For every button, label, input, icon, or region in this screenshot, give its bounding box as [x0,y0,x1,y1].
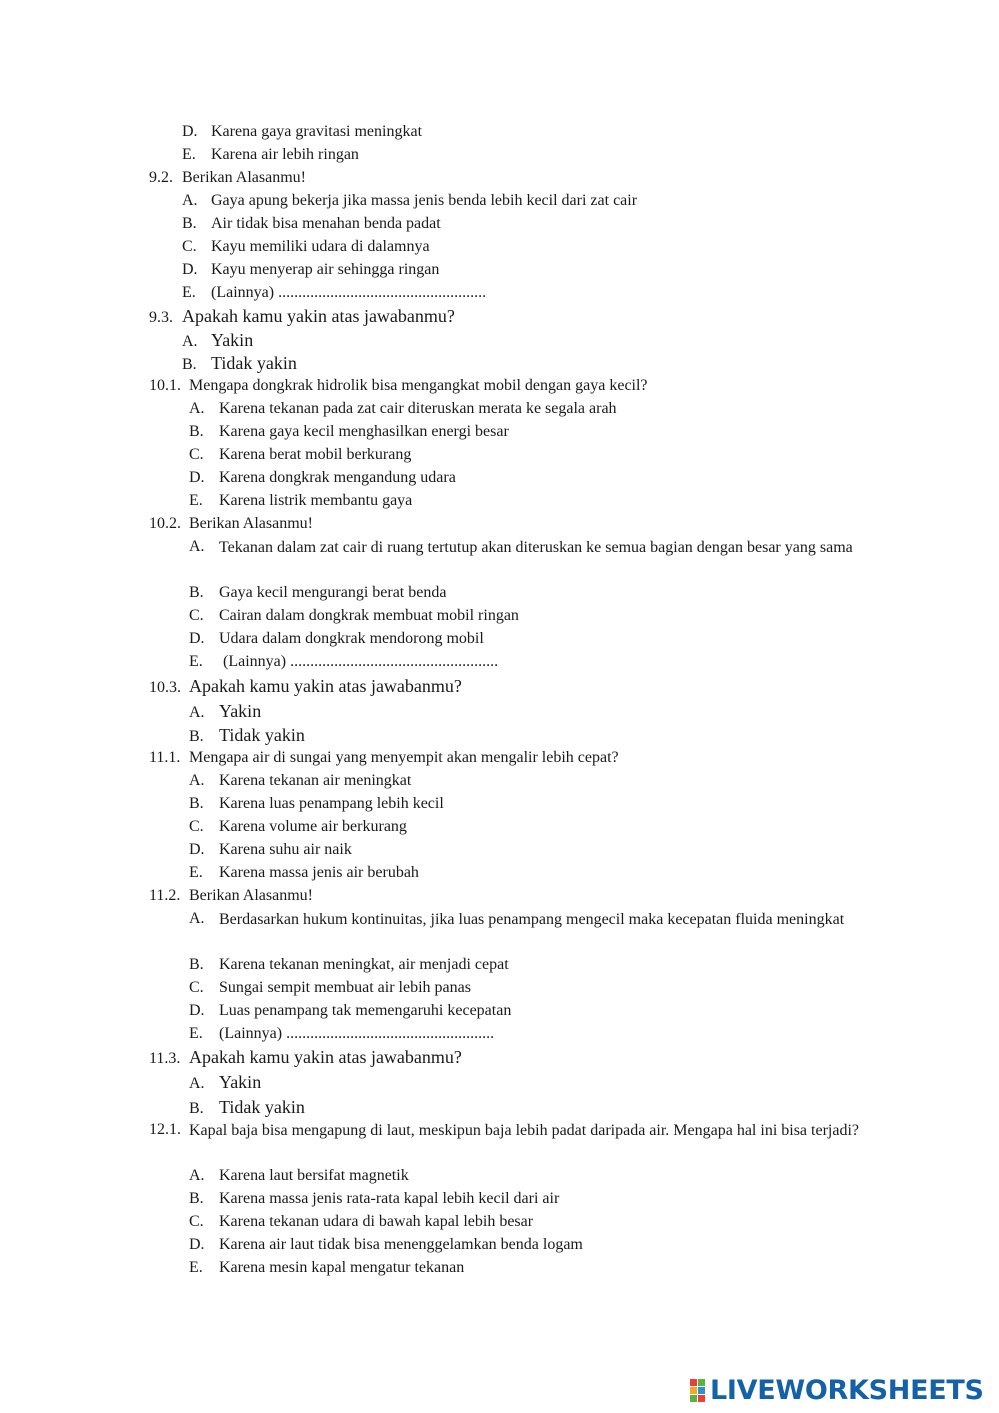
option-text: Udara dalam dongkrak mendorong mobil [219,630,484,647]
list-item [189,583,446,603]
option-label: A. [182,333,198,350]
option-text: Tidak yakin [219,1097,305,1117]
question [149,676,462,698]
question-text: Mengapa dongkrak hidrolik bisa mengangkat mobil dengan gaya kecil? [189,377,648,394]
list-item [189,771,411,791]
option-label: C. [189,818,204,835]
question [149,376,648,396]
option-text: Luas penampang tak memengaruhi kecepatan [219,1002,512,1019]
question-text: Apakah kamu yakin atas jawabanmu? [182,306,455,326]
question [149,514,313,534]
list-item [189,840,352,860]
question [149,168,306,188]
option-label: A. [189,910,205,927]
list-item [189,794,444,814]
option-label: A. [182,192,198,209]
list-item [182,330,253,352]
option-label: D. [189,1002,205,1019]
list-item [182,214,441,234]
question-text: Apakah kamu yakin atas jawabanmu? [189,676,462,696]
option-label: A. [189,400,205,417]
question-number: 11.3. [149,1050,181,1067]
option-label: E. [189,492,203,509]
question-number: 12.1. [149,1121,181,1138]
option-label: B. [189,728,204,745]
option-label: E. [189,653,203,670]
list-item [189,629,484,649]
list-item [189,817,407,837]
logo-text: LIVEWORKSHEETS [710,1374,984,1406]
list-item [189,955,509,975]
option-label: E. [182,284,196,301]
option-text: Gaya apung bekerja jika massa jenis benda lebih kecil dari zat cair [211,192,638,209]
option-label: D. [182,123,198,140]
option-label: D. [189,841,205,858]
option-text: Karena laut bersifat magnetik [219,1167,409,1184]
list-item [189,399,617,419]
option-label: C. [189,607,204,624]
list-item [189,422,509,442]
list-item [189,1235,583,1255]
option-label: B. [189,423,204,440]
list-item [182,237,430,257]
option-label: E. [182,146,196,163]
option-label: B. [189,956,204,973]
option-text: Air tidak bisa menahan benda padat [211,215,441,232]
list-item [189,1072,261,1094]
option-label: A. [189,1167,205,1184]
option-text: Sungai sempit membuat air lebih panas [219,979,471,996]
option-text: Karena mesin kapal mengatur tekanan [219,1259,465,1276]
option-label: E. [189,864,203,881]
option-label: C. [189,446,204,463]
question-number: 10.3. [149,679,181,696]
list-item [189,1258,464,1278]
option-label: B. [182,356,197,373]
question [149,748,619,768]
list-item [189,1212,533,1232]
option-text: Karena luas penampang lebih kecil [219,795,444,812]
question [149,306,455,328]
question-text: Berikan Alasanmu! [182,169,306,186]
list-item [189,978,471,998]
option-label: A. [189,704,205,721]
option-text: Tidak yakin [211,353,297,373]
option-text: Karena massa jenis rata-rata kapal lebih kecil dari air [219,1190,560,1207]
option-text: (Lainnya) .................................................... [219,1025,495,1042]
option-label: E. [189,1025,203,1042]
list-item [189,1001,511,1021]
option-text: Karena tekanan pada zat cair diteruskan merata ke segala arah [219,400,617,417]
option-text: Karena dongkrak mengandung udara [219,469,456,486]
question-number: 10.2. [149,515,181,532]
list-item [189,652,498,672]
option-text: Karena gaya kecil menghasilkan energi besar [219,423,509,440]
list-item [182,122,422,142]
question-text: Kapal baja bisa mengapung di laut, meskipun baja lebih padat daripada air. Mengapa hal ini bisa terjadi? [189,1122,859,1139]
question-number: 10.1. [149,377,181,394]
liveworksheets-logo[interactable] [690,1375,984,1405]
question [149,886,313,906]
option-text: Kayu menyerap air sehingga ringan [211,261,440,278]
option-text: Yakin [211,330,254,350]
option-label: D. [189,1236,205,1253]
option-text: Karena listrik membantu gaya [219,492,413,509]
option-label: C. [189,1213,204,1230]
option-label: B. [189,795,204,812]
option-text: (Lainnya) .................................................... [211,284,487,301]
option-label: A. [189,772,205,789]
question [149,1120,878,1142]
list-item [189,1097,305,1119]
option-text: Karena tekanan udara di bawah kapal lebih besar [219,1213,534,1230]
option-label: E. [189,1259,203,1276]
question-number: 9.2. [149,169,173,186]
option-text: Karena suhu air naik [219,841,352,858]
question-number: 11.1. [149,749,181,766]
option-text: Karena tekanan air meningkat [219,772,412,789]
option-label: D. [182,261,198,278]
list-item [189,606,519,626]
option-text: Karena tekanan meningkat, air menjadi cepat [219,956,509,973]
option-label: D. [189,469,205,486]
option-text: Karena air lebih ringan [211,146,359,163]
question-text: Berikan Alasanmu! [189,515,313,532]
list-item [189,1024,494,1044]
option-label: A. [189,538,205,555]
option-text: Kayu memiliki udara di dalamnya [211,238,430,255]
list-item [182,283,486,303]
option-label: B. [189,584,204,601]
question-text: Berikan Alasanmu! [189,887,313,904]
option-label: B. [182,215,197,232]
list-item [189,725,305,747]
list-item [189,701,261,723]
option-text: Karena berat mobil berkurang [219,446,412,463]
option-text: Karena volume air berkurang [219,818,407,835]
list-item [189,468,456,488]
option-label: B. [189,1100,204,1117]
option-text: Cairan dalam dongkrak membuat mobil ringan [219,607,519,624]
list-item [189,909,878,931]
list-item [189,1189,559,1209]
option-text: Berdasarkan hukum kontinuitas, jika luas penampang mengecil maka kecepatan fluida meningkat [219,911,845,928]
option-text: Gaya kecil mengurangi berat benda [219,584,447,601]
option-label: C. [182,238,197,255]
list-item [189,537,878,559]
option-text: (Lainnya) .................................................... [223,653,499,670]
option-text: Karena massa jenis air berubah [219,864,419,881]
option-label: A. [189,1075,205,1092]
option-label: C. [189,979,204,996]
option-text: Yakin [219,701,262,721]
list-item [189,491,412,511]
option-text: Tekanan dalam zat cair di ruang tertutup akan diteruskan ke semua bagian dengan besar yang sama [219,539,853,556]
question-text: Mengapa air di sungai yang menyempit akan mengalir lebih cepat? [189,749,619,766]
question-text: Apakah kamu yakin atas jawabanmu? [189,1047,462,1067]
question-number: 11.2. [149,887,181,904]
logo-tiles-icon [690,1379,705,1402]
option-text: Karena gaya gravitasi meningkat [211,123,423,140]
list-item [182,145,359,165]
list-item [189,1166,409,1186]
option-text: Tidak yakin [219,725,305,745]
option-label: D. [189,630,205,647]
list-item [182,191,637,211]
question-number: 9.3. [149,309,173,326]
list-item [189,445,411,465]
option-label: B. [189,1190,204,1207]
list-item [189,863,419,883]
list-item [182,260,439,280]
question [149,1047,462,1069]
option-text: Yakin [219,1072,262,1092]
option-text: Karena air laut tidak bisa menenggelamkan benda logam [219,1236,583,1253]
list-item [182,353,297,375]
